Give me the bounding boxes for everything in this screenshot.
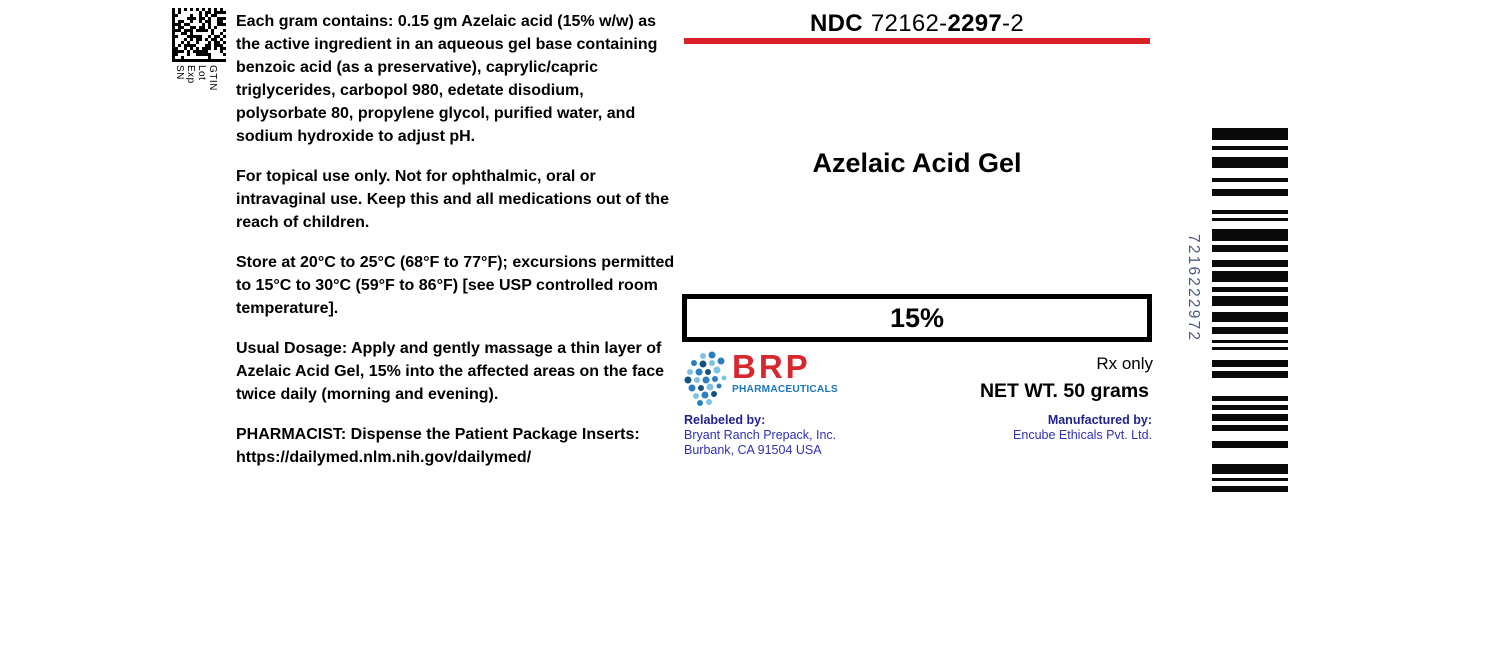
manufacturer-heading: Manufactured by:	[1047, 413, 1152, 427]
sn-label: SN	[174, 65, 185, 80]
relabeler-heading: Relabeled by:	[684, 413, 766, 427]
label-text-panel	[236, 10, 676, 486]
manufacturer-name: Encube Ethicals Pvt. Ltd.	[1013, 428, 1152, 442]
dosage-paragraph: Usual Dosage: Apply and gently massage a thin layer of Azelaic Acid Gel, 15% into the affected areas on the face twice daily (morning and evening).	[236, 340, 664, 403]
lot-label: Lot	[196, 65, 207, 81]
red-divider	[684, 38, 1150, 44]
manufacturer-block	[1013, 413, 1152, 443]
ndc-package: -2	[1002, 10, 1024, 37]
data-matrix-icon	[172, 8, 226, 62]
gtin-label: GTIN	[207, 65, 218, 91]
pharmacist-paragraph: PHARMACIST: Dispense the Patient Package Inserts: https://dailymed.nlm.nih.gov/dailymed/	[236, 426, 640, 466]
rx-only-label: Rx only	[1096, 354, 1153, 373]
logo-text	[732, 348, 841, 395]
warning-paragraph: For topical use only. Not for ophthalmic, oral or intravaginal use. Keep this and all medications out of the reach of children.	[236, 168, 669, 231]
net-weight-label: NET WT. 50 grams	[979, 380, 1149, 402]
brp-logo	[684, 348, 841, 409]
strength-box	[682, 294, 1152, 342]
relabeler-block	[684, 413, 836, 458]
ndc-product: 2297	[947, 10, 1003, 37]
linear-barcode-icon	[1212, 128, 1288, 492]
storage-paragraph: Store at 20°C to 25°C (68°F to 77°F); excursions permitted to 15°C to 30°C (59°F to 86°F) [see USP controlled room temperature].	[236, 254, 675, 317]
ingredients-paragraph: Each gram contains: 0.15 gm Azelaic acid (15% w/w) as the active ingredient in an aqueous gel base containing benzoic acid (as a preservative), caprylic/capric triglycerides, carbopol 980, edetate disodium, polysorbate 80, propylene glycol, purified water, and sodium hydroxide to adjust pH.	[236, 13, 658, 145]
ndc-prefix: NDC	[810, 10, 863, 37]
logo-subtitle: PHARMACEUTICALS	[732, 383, 838, 395]
strength-value: 15%	[889, 302, 945, 333]
logo-dots-icon	[684, 351, 728, 409]
ndc-code	[682, 10, 1152, 38]
serialization-labels	[174, 65, 232, 91]
serialization-block	[172, 8, 232, 91]
product-title: Azelaic Acid Gel	[812, 148, 1022, 178]
barcode-number: 7216222972	[1185, 234, 1202, 343]
exp-label: Exp	[185, 65, 196, 84]
logo-brand: BRP	[732, 348, 811, 385]
relabeler-name: Bryant Ranch Prepack, Inc.	[684, 428, 837, 442]
ndc-labeler: 72162-	[870, 10, 948, 37]
relabeler-address: Burbank, CA 91504 USA	[684, 443, 822, 457]
